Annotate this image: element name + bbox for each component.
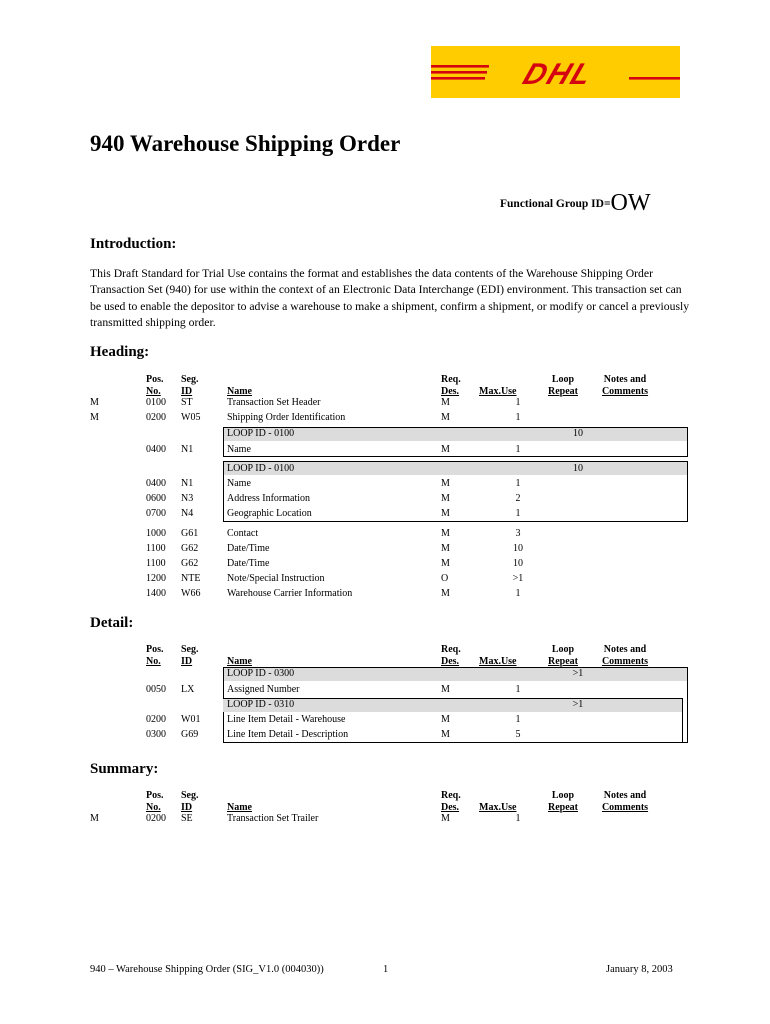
col-name: Name: [227, 386, 252, 397]
col-notes-2: Comments: [601, 386, 649, 397]
row-pos: 0400: [146, 444, 166, 455]
row-req: M: [441, 412, 450, 423]
detail-section-title: Detail:: [90, 615, 134, 631]
row-max: 1: [515, 412, 521, 423]
functional-group-value: OW: [610, 190, 651, 216]
row-seg: W01: [181, 714, 201, 725]
col-pos-1: Pos.: [146, 790, 164, 801]
row-pos: 0050: [146, 684, 166, 695]
row-pos: 0100: [146, 397, 166, 408]
col-notes-1: Notes and: [603, 374, 647, 385]
row-req: M: [441, 444, 450, 455]
row-req: O: [441, 573, 449, 584]
row-max: 1: [515, 684, 521, 695]
col-seg-2: ID: [181, 656, 193, 667]
col-seg-1: Seg.: [181, 374, 199, 385]
row-req: M: [441, 729, 450, 740]
row-max: 1: [515, 444, 521, 455]
dhl-logo: [431, 46, 680, 98]
loop-id: LOOP ID - 0300: [227, 668, 295, 679]
row-name: Transaction Set Trailer: [227, 813, 319, 824]
col-loop-1: Loop: [551, 374, 575, 385]
col-loop-2: Repeat: [548, 656, 578, 667]
row-max: 1: [515, 508, 521, 519]
col-req-1: Req.: [441, 790, 461, 801]
row-flag: M: [90, 397, 99, 408]
col-req-2: Des.: [441, 656, 460, 667]
col-max: Max.Use: [479, 386, 517, 397]
row-name: Date/Time: [227, 543, 270, 554]
row-max: 5: [515, 729, 521, 740]
page-title: 940 Warehouse Shipping Order: [90, 131, 401, 156]
col-pos-1: Pos.: [146, 374, 164, 385]
col-notes-1: Notes and: [603, 790, 647, 801]
heading-section-title: Heading:: [90, 344, 150, 360]
row-name: Transaction Set Header: [227, 397, 321, 408]
row-req: M: [441, 714, 450, 725]
row-seg: ST: [181, 397, 193, 408]
row-seg: N4: [181, 508, 194, 519]
row-max: 1: [515, 588, 521, 599]
row-seg: NTE: [181, 573, 201, 584]
col-notes-2: Comments: [601, 656, 649, 667]
row-max: 3: [515, 528, 521, 539]
row-req: M: [441, 684, 450, 695]
row-max: 2: [515, 493, 521, 504]
row-name: Name: [227, 478, 251, 489]
row-pos: 1400: [146, 588, 166, 599]
loop-repeat: 10: [573, 463, 583, 474]
loop-repeat: >1: [572, 699, 584, 710]
row-name: Warehouse Carrier Information: [227, 588, 353, 599]
row-req: M: [441, 493, 450, 504]
row-seg: G62: [181, 558, 199, 569]
col-pos-1: Pos.: [146, 644, 164, 655]
page-number: 1: [383, 964, 389, 975]
col-loop-2: Repeat: [548, 386, 578, 397]
row-pos: 0700: [146, 508, 166, 519]
row-name: Assigned Number: [227, 684, 300, 695]
col-req-1: Req.: [441, 374, 461, 385]
col-name: Name: [227, 656, 252, 667]
col-pos-2: No.: [146, 656, 161, 667]
footer-title: 940 – Warehouse Shipping Order (SIG_V1.0 (004030)): [90, 964, 324, 975]
row-pos: 1200: [146, 573, 166, 584]
col-loop-2: Repeat: [548, 802, 578, 813]
row-name: Shipping Order Identification: [227, 412, 346, 423]
summary-section-title: Summary:: [90, 761, 159, 777]
row-req: M: [441, 813, 450, 824]
row-seg: W05: [181, 412, 201, 423]
logo-text: DHL: [518, 56, 599, 91]
row-req: M: [441, 478, 450, 489]
introduction-heading: Introduction:: [90, 236, 177, 252]
row-pos: 0200: [146, 813, 166, 824]
col-notes-1: Notes and: [603, 644, 647, 655]
col-seg-2: ID: [181, 386, 193, 397]
row-pos: 1000: [146, 528, 166, 539]
row-max: 1: [515, 813, 521, 824]
row-seg: W66: [181, 588, 201, 599]
col-max: Max.Use: [479, 656, 517, 667]
row-name: Contact: [227, 528, 259, 539]
row-seg: N1: [181, 444, 194, 455]
row-seg: LX: [181, 684, 195, 695]
row-name: Note/Special Instruction: [227, 573, 325, 584]
row-seg: G62: [181, 543, 199, 554]
col-seg-1: Seg.: [181, 790, 199, 801]
row-pos: 0200: [146, 714, 166, 725]
row-req: M: [441, 543, 450, 554]
footer-date: January 8, 2003: [606, 964, 673, 975]
row-name: Name: [227, 444, 251, 455]
row-pos: 0600: [146, 493, 166, 504]
col-req-2: Des.: [441, 802, 460, 813]
row-req: M: [441, 397, 450, 408]
row-seg: G61: [181, 528, 199, 539]
row-max: 10: [513, 558, 523, 569]
col-pos-2: No.: [146, 386, 161, 397]
row-name: Address Information: [227, 493, 311, 504]
row-pos: 1100: [146, 543, 166, 554]
row-pos: 0200: [146, 412, 166, 423]
col-notes-2: Comments: [601, 802, 649, 813]
col-seg-2: ID: [181, 802, 193, 813]
functional-group-label: Functional Group ID=: [500, 198, 611, 210]
row-req: M: [441, 558, 450, 569]
row-max: 10: [513, 543, 523, 554]
loop-id: LOOP ID - 0100: [227, 428, 295, 439]
col-name: Name: [227, 802, 252, 813]
row-seg: G69: [181, 729, 199, 740]
row-seg: N1: [181, 478, 194, 489]
row-name: Date/Time: [227, 558, 270, 569]
row-name: Line Item Detail - Description: [227, 729, 349, 740]
functional-group-id: [500, 190, 651, 217]
row-flag: M: [90, 412, 99, 423]
col-loop-1: Loop: [551, 790, 575, 801]
col-pos-2: No.: [146, 802, 161, 813]
col-req-1: Req.: [441, 644, 461, 655]
row-max: 1: [515, 714, 521, 725]
introduction-text: This Draft Standard for Trial Use contains the format and establishes the data contents of the Warehouse Shipping Order Transaction Set (940) for use within the context of an Electronic Data Interchange (EDI) environment. This transaction set can be used to enable the depositor to advise a warehouse to make a shipment, confirm a shipment, or modify or cancel a previously transmitted shipping order.: [90, 267, 690, 329]
row-max: 1: [515, 478, 521, 489]
row-name: Line Item Detail - Warehouse: [227, 714, 346, 725]
row-max: >1: [512, 573, 524, 584]
row-req: M: [441, 528, 450, 539]
row-req: M: [441, 508, 450, 519]
loop-id: LOOP ID - 0310: [227, 699, 295, 710]
loop-repeat: 10: [573, 428, 583, 439]
col-req-2: Des.: [441, 386, 460, 397]
row-name: Geographic Location: [227, 508, 312, 519]
row-max: 1: [515, 397, 521, 408]
row-pos: 0400: [146, 478, 166, 489]
row-pos: 0300: [146, 729, 166, 740]
row-pos: 1100: [146, 558, 166, 569]
row-seg: N3: [181, 493, 194, 504]
row-req: M: [441, 588, 450, 599]
row-flag: M: [90, 813, 99, 824]
loop-repeat: >1: [572, 668, 584, 679]
col-loop-1: Loop: [551, 644, 575, 655]
row-seg: SE: [181, 813, 193, 824]
loop-id: LOOP ID - 0100: [227, 463, 295, 474]
col-max: Max.Use: [479, 802, 517, 813]
col-seg-1: Seg.: [181, 644, 199, 655]
